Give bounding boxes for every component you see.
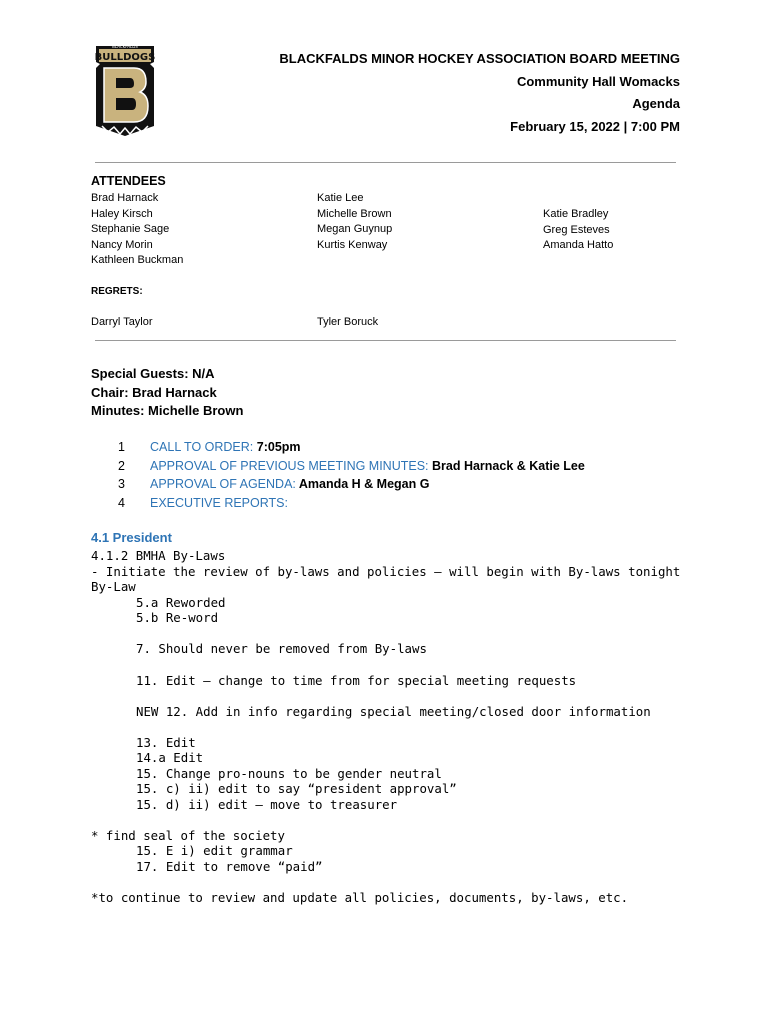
svg-text:BLACKFALDS: BLACKFALDS: [112, 44, 138, 49]
note-line: 13. Edit: [136, 735, 196, 750]
attendees-column-1: [91, 191, 183, 269]
attendee-name: Kurtis Kenway: [317, 238, 388, 251]
note-line: 14.a Edit: [136, 750, 204, 765]
attendee-name: Katie Lee: [317, 192, 364, 204]
agenda-item: [118, 494, 585, 513]
regrets-heading: REGRETS:: [91, 286, 143, 297]
svg-text:BULLDOGS: BULLDOGS: [94, 52, 156, 63]
minutes-taker: Minutes: Michelle Brown: [91, 403, 244, 418]
attendees-column-3: [543, 207, 613, 254]
agenda-number: 1: [118, 440, 125, 454]
agenda-number: 3: [118, 477, 125, 491]
agenda-value: Brad Harnack & Katie Lee: [428, 458, 585, 473]
attendee-name: Katie Bradley: [543, 208, 609, 220]
note-line: NEW 12. Add in info regarding special meeting/closed door information: [136, 704, 651, 719]
agenda-list: [118, 438, 585, 512]
regret-name: Darryl Taylor: [91, 316, 153, 328]
note-line: *to continue to review and update all policies, documents, by-laws, etc.: [91, 890, 629, 905]
agenda-label: EXECUTIVE REPORTS:: [150, 495, 288, 510]
note-line: 17. Edit to remove “paid”: [136, 859, 323, 874]
meeting-header: [279, 48, 680, 138]
attendees-column-2: [317, 191, 392, 253]
agenda-number: 4: [118, 495, 125, 510]
agenda-label: CALL TO ORDER:: [150, 440, 254, 454]
agenda-label: APPROVAL OF PREVIOUS MEETING MINUTES:: [150, 458, 429, 473]
regret-name: Tyler Boruck: [317, 316, 379, 328]
note-line: 5.b Re-word: [136, 610, 219, 625]
attendee-name: Haley Kirsch: [91, 207, 153, 220]
note-line: 5.a Reworded: [136, 595, 226, 610]
document-type: Agenda: [632, 96, 680, 111]
bulldogs-logo: [92, 40, 158, 138]
note-line: By-Law: [91, 579, 136, 594]
attendee-name: Nancy Morin: [91, 238, 153, 251]
divider: [95, 162, 676, 163]
note-line: * find seal of the society: [91, 828, 285, 843]
agenda-item: [118, 457, 585, 476]
attendee-name: Megan Guynup: [317, 223, 393, 235]
attendee-name: Greg Esteves: [543, 223, 610, 236]
meeting-title: BLACKFALDS MINOR HOCKEY ASSOCIATION BOARD MEETING: [279, 51, 680, 66]
attendee-name: Brad Harnack: [91, 192, 159, 204]
section-heading-president: 4.1 President: [91, 530, 172, 545]
chair: Chair: Brad Harnack: [91, 384, 217, 400]
attendee-name: Michelle Brown: [317, 207, 392, 220]
agenda-value: 7:05pm: [253, 440, 301, 454]
divider: [95, 340, 676, 341]
agenda-number: 2: [118, 458, 125, 473]
note-line: - Initiate the review of by-laws and policies – will begin with By-laws tonight: [91, 564, 681, 579]
note-line: 15. Change pro-nouns to be gender neutral: [136, 766, 442, 781]
meeting-location: Community Hall Womacks: [516, 73, 680, 89]
meeting-date: February 15, 2022 | 7:00 PM: [510, 118, 680, 134]
agenda-item: [118, 475, 585, 494]
note-line: 4.1.2 BMHA By-Laws: [91, 548, 226, 563]
attendee-name: Amanda Hatto: [543, 239, 614, 251]
attendee-name: Kathleen Buckman: [91, 254, 184, 266]
note-line: 15. E i) edit grammar: [136, 843, 293, 858]
meeting-roles: [91, 365, 243, 421]
attendees-heading: ATTENDEES: [91, 174, 166, 188]
note-line: 7. Should never be removed from By-laws: [136, 641, 427, 656]
note-line: 15. d) ii) edit – move to treasurer: [136, 797, 398, 812]
agenda-value: Amanda H & Megan G: [295, 477, 430, 491]
attendee-name: Stephanie Sage: [91, 223, 170, 235]
special-guests: Special Guests: N/A: [91, 366, 215, 381]
note-line: 11. Edit – change to time from for special meeting requests: [136, 673, 577, 688]
agenda-item: [118, 438, 585, 457]
agenda-label: APPROVAL OF AGENDA:: [150, 477, 296, 491]
note-line: 15. c) ii) edit to say “president approval”: [136, 781, 457, 796]
